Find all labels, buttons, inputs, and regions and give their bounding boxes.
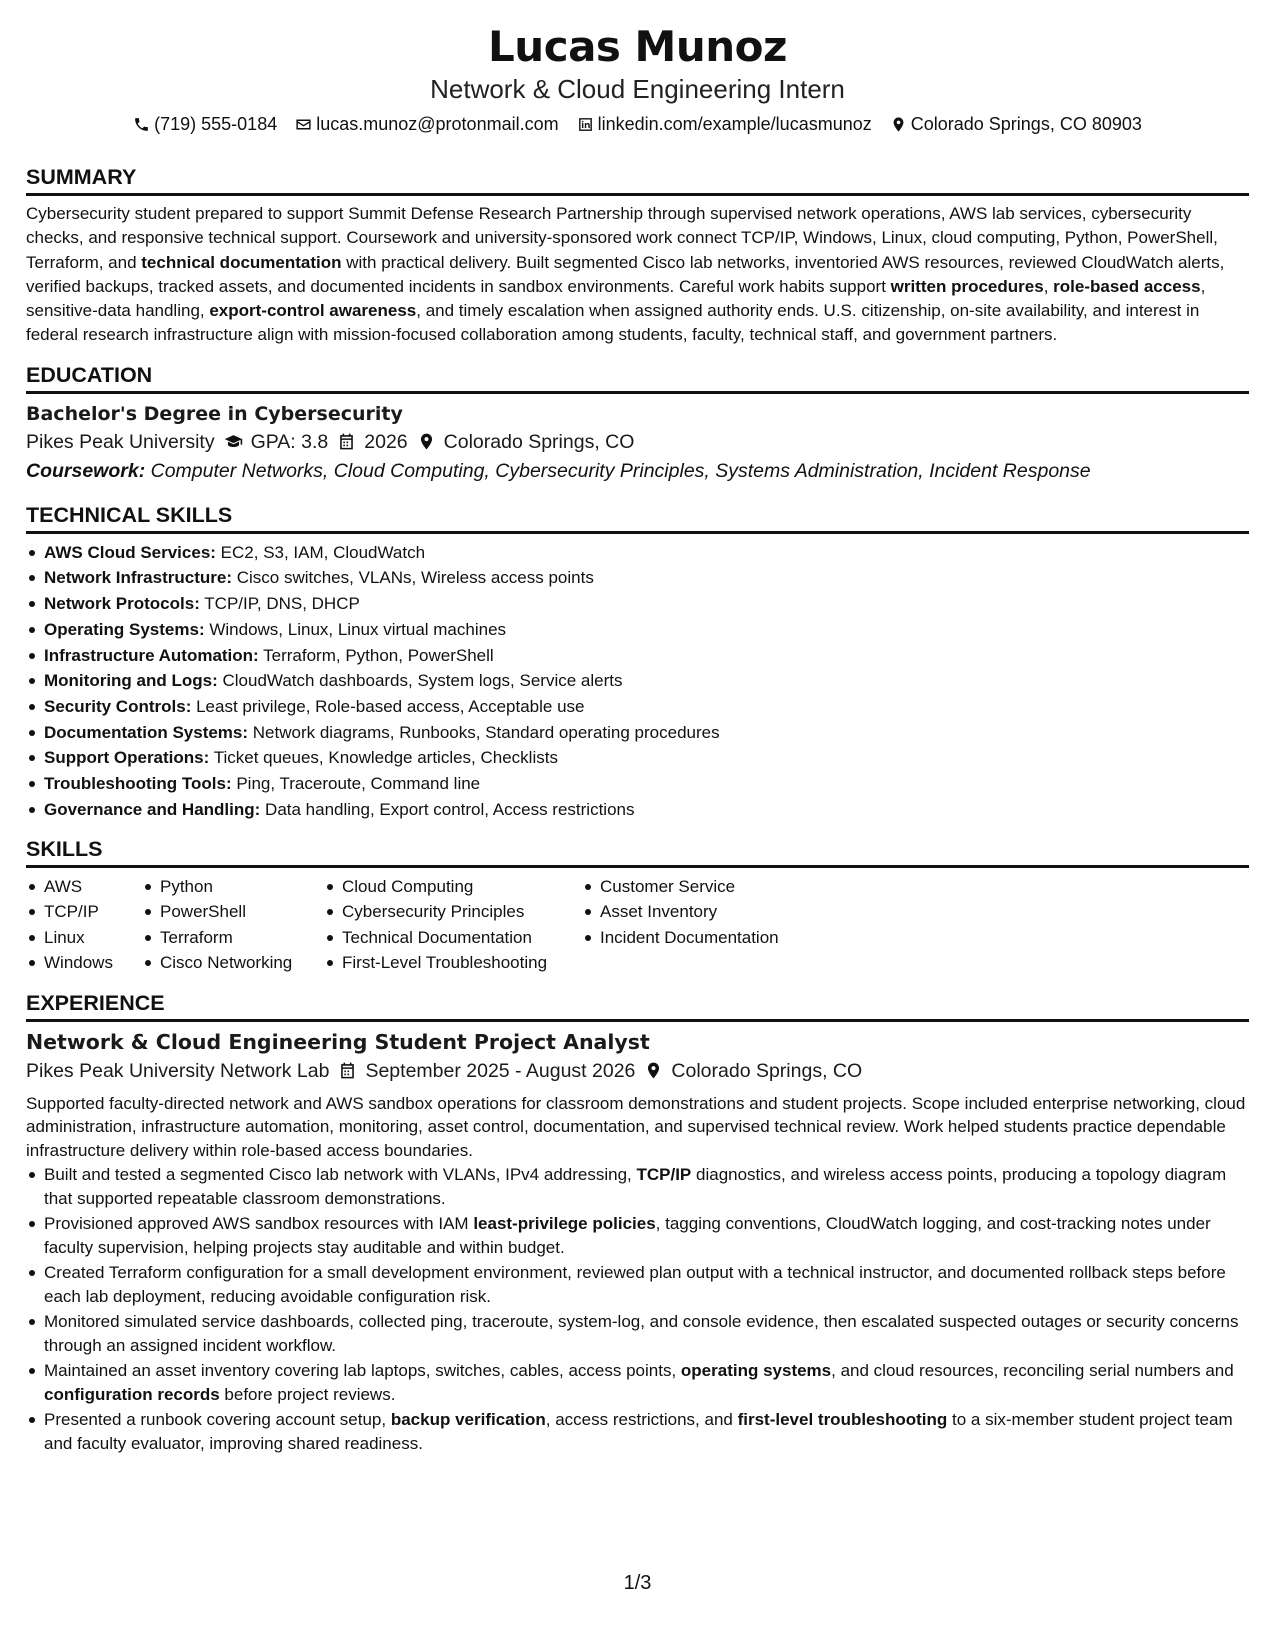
- summary-seg: with practical delivery. Built segmented Cisco lab networks, inventoried AWS resources, reviewed CloudWatch alerts, verified backups, tracked assets, and documented incidents in sandbox environments. Careful work habits support: [26, 252, 1225, 296]
- skill-values: Cisco switches, VLANs, Wireless access points: [236, 568, 594, 588]
- skills-heading: SKILLS: [26, 836, 1249, 868]
- list-item: [26, 745, 1249, 771]
- candidate-name: Lucas Munoz: [488, 22, 787, 71]
- coursework-list: Computer Networks, Cloud Computing, Cybersecurity Principles, Systems Administration, Incident Response: [150, 459, 1091, 482]
- bullet-seg: Presented a runbook covering account setup,: [44, 1410, 391, 1430]
- technical-skills-heading: TECHNICAL SKILLS: [26, 502, 1249, 534]
- list-item: TCP/IP: [26, 899, 142, 925]
- summary-seg: Cybersecurity student prepared to support Summit Defense Research Partnership through supervised network operations, AWS lab services, cybersecurity checks, and responsive technical support. Coursework and university-sponsored work connect TCP/IP, Windows, Linux, cloud computing, Python, PowerShell, Terraform, and: [26, 204, 1218, 272]
- education-location: Colorado Springs, CO: [443, 430, 635, 453]
- skill-category: Security Controls:: [44, 697, 192, 716]
- technical-skills-list: [26, 540, 1249, 823]
- skill-values: Network diagrams, Runbooks, Standard operating procedures: [252, 722, 720, 742]
- school-name: Pikes Peak University: [26, 430, 215, 453]
- skills-column-4: [582, 874, 842, 976]
- list-item: [26, 771, 1249, 797]
- skill-category: Documentation Systems:: [44, 722, 249, 742]
- list-item: [26, 1408, 1249, 1455]
- envelope-icon: [295, 116, 312, 133]
- experience-section: [26, 990, 1249, 1456]
- summary-seg: , sensitive-data handling,: [26, 276, 1206, 321]
- skill-category: Operating Systems:: [44, 619, 205, 639]
- skill-values: EC2, S3, IAM, CloudWatch: [220, 542, 426, 562]
- summary-section: [26, 164, 1249, 348]
- linkedin-icon: [577, 116, 594, 133]
- job-bullets: [26, 1163, 1249, 1455]
- degree-title: Bachelor's Degree in Cybersecurity: [26, 402, 403, 425]
- bullet-seg: to a six-member student project team and faculty evaluator, improving shared readiness.: [44, 1410, 1233, 1453]
- map-pin-icon: [417, 432, 436, 451]
- list-item: Linux: [26, 925, 142, 951]
- bullet-seg: Built and tested a segmented Cisco lab network with VLANs, IPv4 addressing,: [44, 1165, 637, 1185]
- skills-section: [26, 836, 1249, 976]
- phone-icon: [133, 116, 150, 133]
- list-item: [26, 720, 1249, 746]
- summary-seg-bold: export-control awareness: [209, 301, 417, 321]
- summary-heading: SUMMARY: [26, 164, 1249, 196]
- bullet-seg: , tagging conventions, CloudWatch logging, and cost-tracking notes under faculty supervision, helping projects stay auditable and within budget.: [44, 1214, 1211, 1257]
- education-meta: [26, 427, 1249, 457]
- list-item: [26, 617, 1249, 643]
- list-item: [26, 540, 1249, 566]
- skill-category: Governance and Handling:: [44, 799, 261, 819]
- coursework-label: Coursework:: [26, 459, 146, 482]
- map-pin-icon: [890, 116, 907, 133]
- bullet-seg: , access restrictions, and: [545, 1410, 738, 1430]
- list-item: [26, 668, 1249, 694]
- skill-category: AWS Cloud Services:: [44, 542, 216, 562]
- summary-seg: ,: [1043, 276, 1054, 296]
- list-item: [26, 797, 1249, 823]
- experience-heading: EXPERIENCE: [26, 990, 1249, 1022]
- list-item: [26, 591, 1249, 617]
- job-title: Network & Cloud Engineering Student Project Analyst: [26, 1029, 650, 1054]
- list-item: PowerShell: [142, 899, 324, 925]
- contact-location: [890, 112, 1142, 136]
- list-item: AWS: [26, 874, 142, 900]
- skills-column-2: [142, 874, 324, 976]
- list-item: Terraform: [142, 925, 324, 951]
- summary-seg-bold: written procedures: [890, 276, 1044, 296]
- list-item: Incident Documentation: [582, 925, 842, 951]
- list-item: First-Level Troubleshooting: [324, 950, 582, 976]
- skill-values: Least privilege, Role-based access, Acceptable use: [196, 697, 585, 716]
- phone-text: (719) 555-0184: [154, 114, 278, 134]
- bullet-seg-bold: operating systems: [680, 1361, 832, 1381]
- contact-email[interactable]: [295, 112, 558, 136]
- list-item: Windows: [26, 950, 142, 976]
- candidate-role: Network & Cloud Engineering Intern: [430, 74, 845, 104]
- skill-category: Monitoring and Logs:: [44, 671, 218, 691]
- bullet-seg: Maintained an asset inventory covering lab laptops, switches, cables, access points,: [44, 1361, 681, 1381]
- skill-category: Support Operations:: [44, 748, 210, 768]
- email-text[interactable]: lucas.munoz@protonmail.com: [316, 114, 559, 134]
- summary-seg: , and timely escalation when assigned authority ends. U.S. citizenship, on-site availability, and interest in federal research infrastructure align with mission-focused collaboration among students, faculty, technical staff, and government partners.: [26, 301, 1200, 345]
- list-item: Cloud Computing: [324, 874, 582, 900]
- organization-name: Pikes Peak University Network Lab: [26, 1059, 330, 1082]
- skill-values: CloudWatch dashboards, System logs, Service alerts: [222, 671, 623, 691]
- bullet-seg: before project reviews.: [219, 1384, 396, 1404]
- job-location: Colorado Springs, CO: [671, 1059, 863, 1082]
- list-item: Cisco Networking: [142, 950, 324, 976]
- skill-values: Terraform, Python, PowerShell: [263, 645, 494, 665]
- skill-values: Ping, Traceroute, Command line: [236, 774, 481, 794]
- skill-values: Windows, Linux, Linux virtual machines: [209, 619, 507, 639]
- skill-values: Data handling, Export control, Access restrictions: [265, 799, 635, 819]
- list-item: Python: [142, 874, 324, 900]
- education-heading: EDUCATION: [26, 362, 1249, 394]
- resume-header: [26, 0, 1249, 136]
- bullet-seg: diagnostics, and wireless access points, producing a topology diagram that supported repeatable classroom demonstrations.: [44, 1165, 1227, 1208]
- map-pin-icon: [644, 1061, 663, 1080]
- list-item: [26, 1212, 1249, 1259]
- list-item: [26, 643, 1249, 669]
- location-text: Colorado Springs, CO 80903: [910, 114, 1142, 134]
- bullet-seg: Created Terraform configuration for a small development environment, reviewed plan output with a technical instructor, and documented rollback steps before each lab deployment, reducing avoidable configuration risk.: [44, 1263, 1226, 1306]
- coursework-line: [26, 457, 1249, 486]
- graduation-year: 2026: [364, 430, 408, 453]
- education-section: [26, 362, 1249, 486]
- skill-values: TCP/IP, DNS, DHCP: [204, 594, 360, 614]
- linkedin-text[interactable]: linkedin.com/example/lucasmunoz: [597, 114, 872, 134]
- summary-seg-bold: technical documentation: [141, 252, 342, 272]
- list-item: Asset Inventory: [582, 899, 842, 925]
- list-item: Cybersecurity Principles: [324, 899, 582, 925]
- job-dates: September 2025 - August 2026: [365, 1059, 636, 1082]
- skill-category: Troubleshooting Tools:: [44, 774, 232, 794]
- list-item: [26, 1310, 1249, 1357]
- job-description: Supported faculty-directed network and AWS sandbox operations for classroom demonstrations and student projects. Scope included enterprise networking, cloud administration, infrastructure automation, monitoring, asset control, documentation, and supervised technical review. Work helped students practice dependable infrastructure delivery within role-based access boundaries.: [26, 1093, 1246, 1160]
- list-item: [26, 1163, 1249, 1210]
- bullet-seg: Provisioned approved AWS sandbox resources with IAM: [44, 1214, 474, 1234]
- bullet-seg-bold: first-level troubleshooting: [737, 1410, 948, 1430]
- skill-category: Infrastructure Automation:: [44, 645, 259, 665]
- gpa-text: GPA: 3.8: [250, 430, 329, 453]
- bullet-seg-bold: TCP/IP: [636, 1165, 692, 1185]
- technical-skills-section: [26, 502, 1249, 823]
- skills-column-3: [324, 874, 582, 976]
- skill-category: Network Protocols:: [44, 594, 200, 614]
- bullet-seg: Monitored simulated service dashboards, collected ping, traceroute, system-log, and console evidence, then escalated suspected outages or security concerns through an assigned incident workflow.: [44, 1312, 1239, 1355]
- contact-line: [26, 112, 1249, 136]
- bullet-seg-bold: configuration records: [44, 1384, 220, 1404]
- list-item: Technical Documentation: [324, 925, 582, 951]
- contact-linkedin[interactable]: [577, 112, 872, 136]
- bullet-seg-bold: least-privilege policies: [473, 1214, 656, 1234]
- contact-phone: [133, 112, 277, 136]
- list-item: [26, 1261, 1249, 1308]
- bullet-seg: , and cloud resources, reconciling serial numbers and: [831, 1361, 1234, 1381]
- skills-column-1: [26, 874, 142, 976]
- graduation-cap-icon: [224, 432, 243, 451]
- list-item: Customer Service: [582, 874, 842, 900]
- bullet-seg-bold: backup verification: [390, 1410, 546, 1430]
- skills-columns: [26, 874, 1249, 976]
- page-indicator: 1/3: [623, 1572, 652, 1594]
- list-item: [26, 1359, 1249, 1406]
- calendar-icon: [337, 432, 356, 451]
- summary-seg-bold: role-based access: [1053, 276, 1201, 296]
- list-item: [26, 565, 1249, 591]
- skill-values: Ticket queues, Knowledge articles, Checklists: [213, 748, 558, 768]
- list-item: [26, 694, 1249, 720]
- summary-text: [26, 202, 1249, 348]
- job-meta: [26, 1056, 1249, 1086]
- skill-category: Network Infrastructure:: [44, 568, 232, 588]
- calendar-icon: [338, 1061, 357, 1080]
